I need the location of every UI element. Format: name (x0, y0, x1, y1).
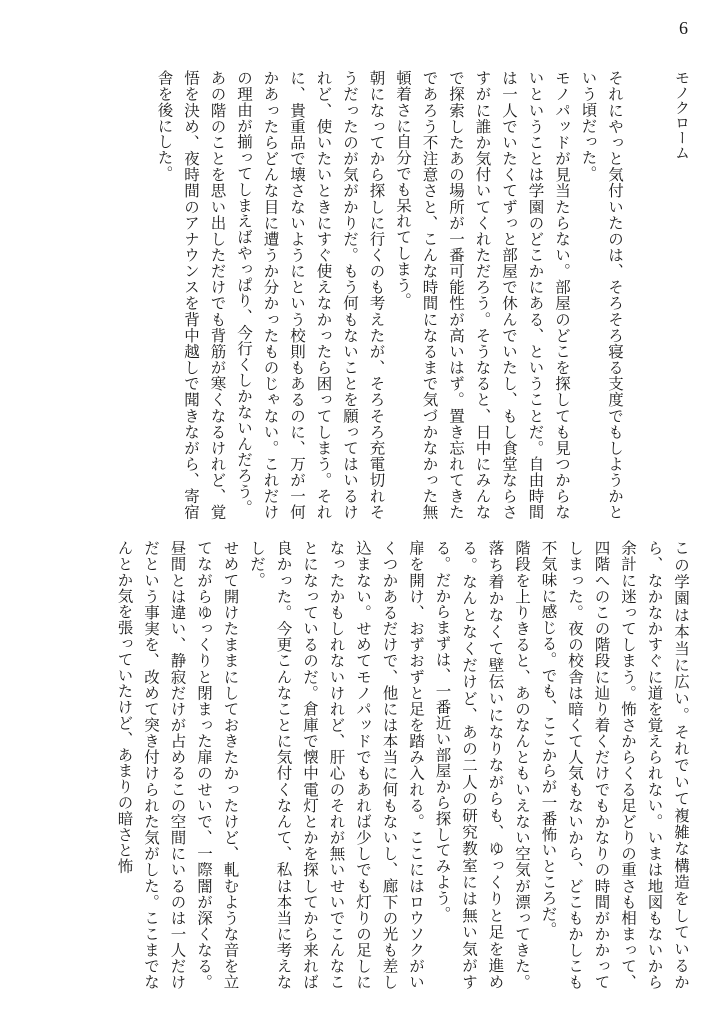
upper-text-block (108, 70, 628, 520)
upper-paragraph-4: あの階のことを思い出しただけでも背筋が寒くなるけれど、覚悟を決め、夜時間のアナウンスを背中越しで聞きながら、寄宿舎を後にした。 (155, 70, 227, 520)
lower-paragraph-1: この学園は本当に広い。それでいて複雑な構造をしているから、なかなかすぐに道を覚えられない。いまは地図もないから余計に迷ってしまう。怖さからくる足どりの重さも相まって、四階へのこの階段に辿り着くだけでもかなりの時間がかかってしまった。夜の校舎は暗くて人気もないから、どこもかしこも不気味に感じる。でも、ここからが一番怖いところだ。 (539, 540, 690, 990)
lower-paragraph-2: 階段を上りきると、あのなんともいえない空気が漂ってきた。落ち着かなくて壁伝いになりながらも、ゆっくりと足を進める。なんとなくだけど、あの二人の研究教室には無い気がする。だからまずは、一番近い部屋から探してみよう。 (433, 540, 531, 990)
lower-text-block (34, 540, 694, 990)
page-number: 6 (679, 18, 688, 38)
lower-paragraph-3: 扉を開け、おずおずと足を踏み入れる。ここにはロウソクがいくつかあるだけで、他には本当に何もないし、廊下の光も差し込まない。せめてモノパッドでもあれば少しでも灯りの足しになったかもしれないけれど、肝心のそれが無いせいでこんなことになっているのだ。倉庫で懐中電灯とかを探してから来れば良かった。今更こんなことに気付くなんて、私は本当に考えなしだ。 (248, 540, 425, 990)
upper-paragraph-3: 朝になってから探しに行くのも考えたが、そろそろ充電切れそうだったのが気がかりだ。もう何もないことを願ってはいるけれど、使いたいときにすぐ使えなかったら困ってしまう。それに、貴重品で壊さないようにという校則もあるのに、万が一何かあったらどんな目に遭うか分かったものじゃない。これだけの理由が揃ってしまえばやっぱり、今行くしかないんだろう。 (235, 70, 386, 520)
upper-paragraph-2: モノパッドが見当たらない。部屋のどこを探しても見つからないということは学園のどこかにある、ということだ。自由時間は一人でいたくてずっと部屋で休んでいたし、もし食堂ならさすがに誰か気付いてくれただろう。そうなると、日中にみんなで探索したあの場所が一番可能性が高いはず。置き忘れてきたであろう不注意さと、こんな時間になるまで気づかなかった無頓着さに自分でも呆れてしまう。 (394, 70, 571, 520)
lower-paragraph-4: せめて開けたままにしておきたかったけど、軋むような音を立てながらゆっくりと閉まった扉のせいで、一際闇が深くなる。昼間とは違い、静寂だけが占めるこの空間にいるのは一人だけだという事実を、改めて突き付けられた気がした。ここまでなんとか気を張っていたけど、あまりの暗さと怖 (115, 540, 240, 990)
upper-paragraph-1: それにやっと気付いたのは、そろそろ寝る支度でもしようかという頃だった。 (579, 70, 624, 520)
running-header-title: モノクローム (673, 70, 691, 160)
